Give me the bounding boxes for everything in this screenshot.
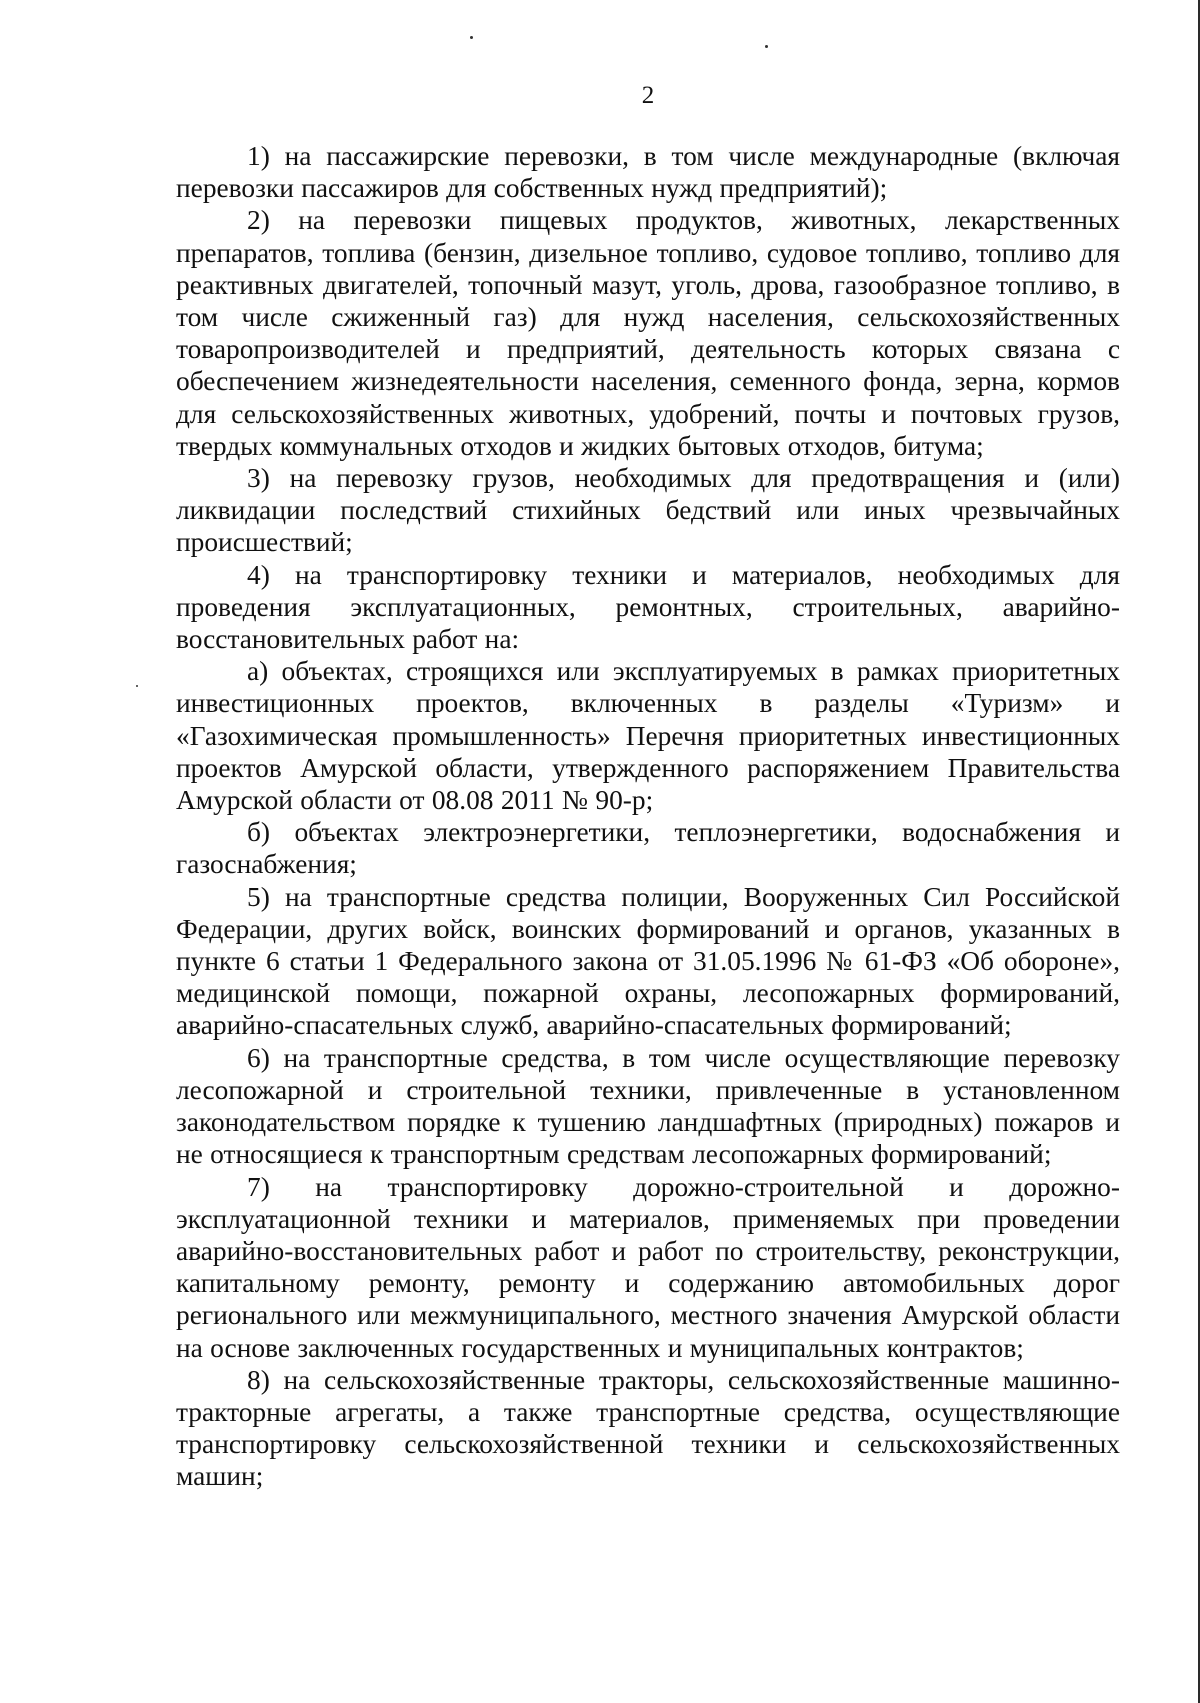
scan-speck [765,45,768,48]
list-item-5: 5) на транспортные средства полиции, Вооруженных Сил Российской Федерации, других войск, воинских формирований и органов, указанных в пункте 6 статьи 1 Федерального закона от 31.05.1996 № 61-ФЗ «Об обороне», медицинской помощи, пожарной охраны, лесопожарных формирований, аварийно-спасательных служб, аварийно-спасательных формирований; [176,881,1120,1041]
list-item-4b: б) объектах электроэнергетики, теплоэнергетики, водоснабжения и газоснабжения; [176,817,1120,880]
scan-speck [470,36,473,39]
list-item-2: 2) на перевозки пищевых продуктов, животных, лекарственных препаратов, топлива (бензин, дизельное топливо, судовое топливо, топливо для реактивных двигателей, топочный мазут, уголь, дрова, газообразное топливо, в том числе сжиженный газ) для нужд населения, сельскохозяйственных товаропроизводителей и предприятий, деятельность которых связана с обеспечением жизнедеятельности населения, семенного фонда, зерна, кормов для сельскохозяйственных животных, удобрений, почты и почтовых грузов, твердых коммунальных отходов и жидких бытовых отходов, битума; [176,205,1120,461]
document-body [176,140,1120,1493]
list-item-7: 7) на транспортировку дорожно-строительной и дорожно-эксплуатационной техники и материалов, применяемых при проведении аварийно-восстановительных работ и работ по строительству, реконструкции, капитальному ремонту, ремонту и содержанию автомобильных дорог регионального или межмуниципального, местного значения Амурской области на основе заключенных государственных и муниципальных контрактов; [176,1171,1120,1363]
list-item-3: 3) на перевозку грузов, необходимых для предотвращения и (или) ликвидации последствий стихийных бедствий или иных чрезвычайных происшествий; [176,463,1120,558]
list-item-4: 4) на транспортировку техники и материалов, необходимых для проведения эксплуатационных, ремонтных, строительных, аварийно-восстановительных работ на: [176,559,1120,655]
list-item-6: 6) на транспортные средства, в том числе осуществляющие перевозку лесопожарной и строительной техники, привлеченные в установленном законодательством порядке к тушению ландшафтных (природных) пожаров и не относящиеся к транспортным средствам лесопожарных формирований; [176,1042,1120,1170]
list-item-4a: а) объектах, строящихся или эксплуатируемых в рамках приоритетных инвестиционных проектов, включенных в разделы «Туризм» и «Газохимическая промышленность» Перечня приоритетных инвестиционных проектов Амурской области, утвержденного распоряжением Правительства Амурской области от 08.08 2011 № 90-р; [176,656,1120,816]
list-item-8: 8) на сельскохозяйственные тракторы, сельскохозяйственные машинно-тракторные агрегаты, а также транспортные средства, осуществляющие транспортировку сельскохозяйственной техники и сельскохозяйственных машин; [176,1364,1120,1492]
page-number: 2 [641,82,655,109]
list-item-1: 1) на пассажирские перевозки, в том числе международные (включая перевозки пассажиров для собственных нужд предприятий); [176,141,1120,204]
scan-speck [136,685,138,687]
